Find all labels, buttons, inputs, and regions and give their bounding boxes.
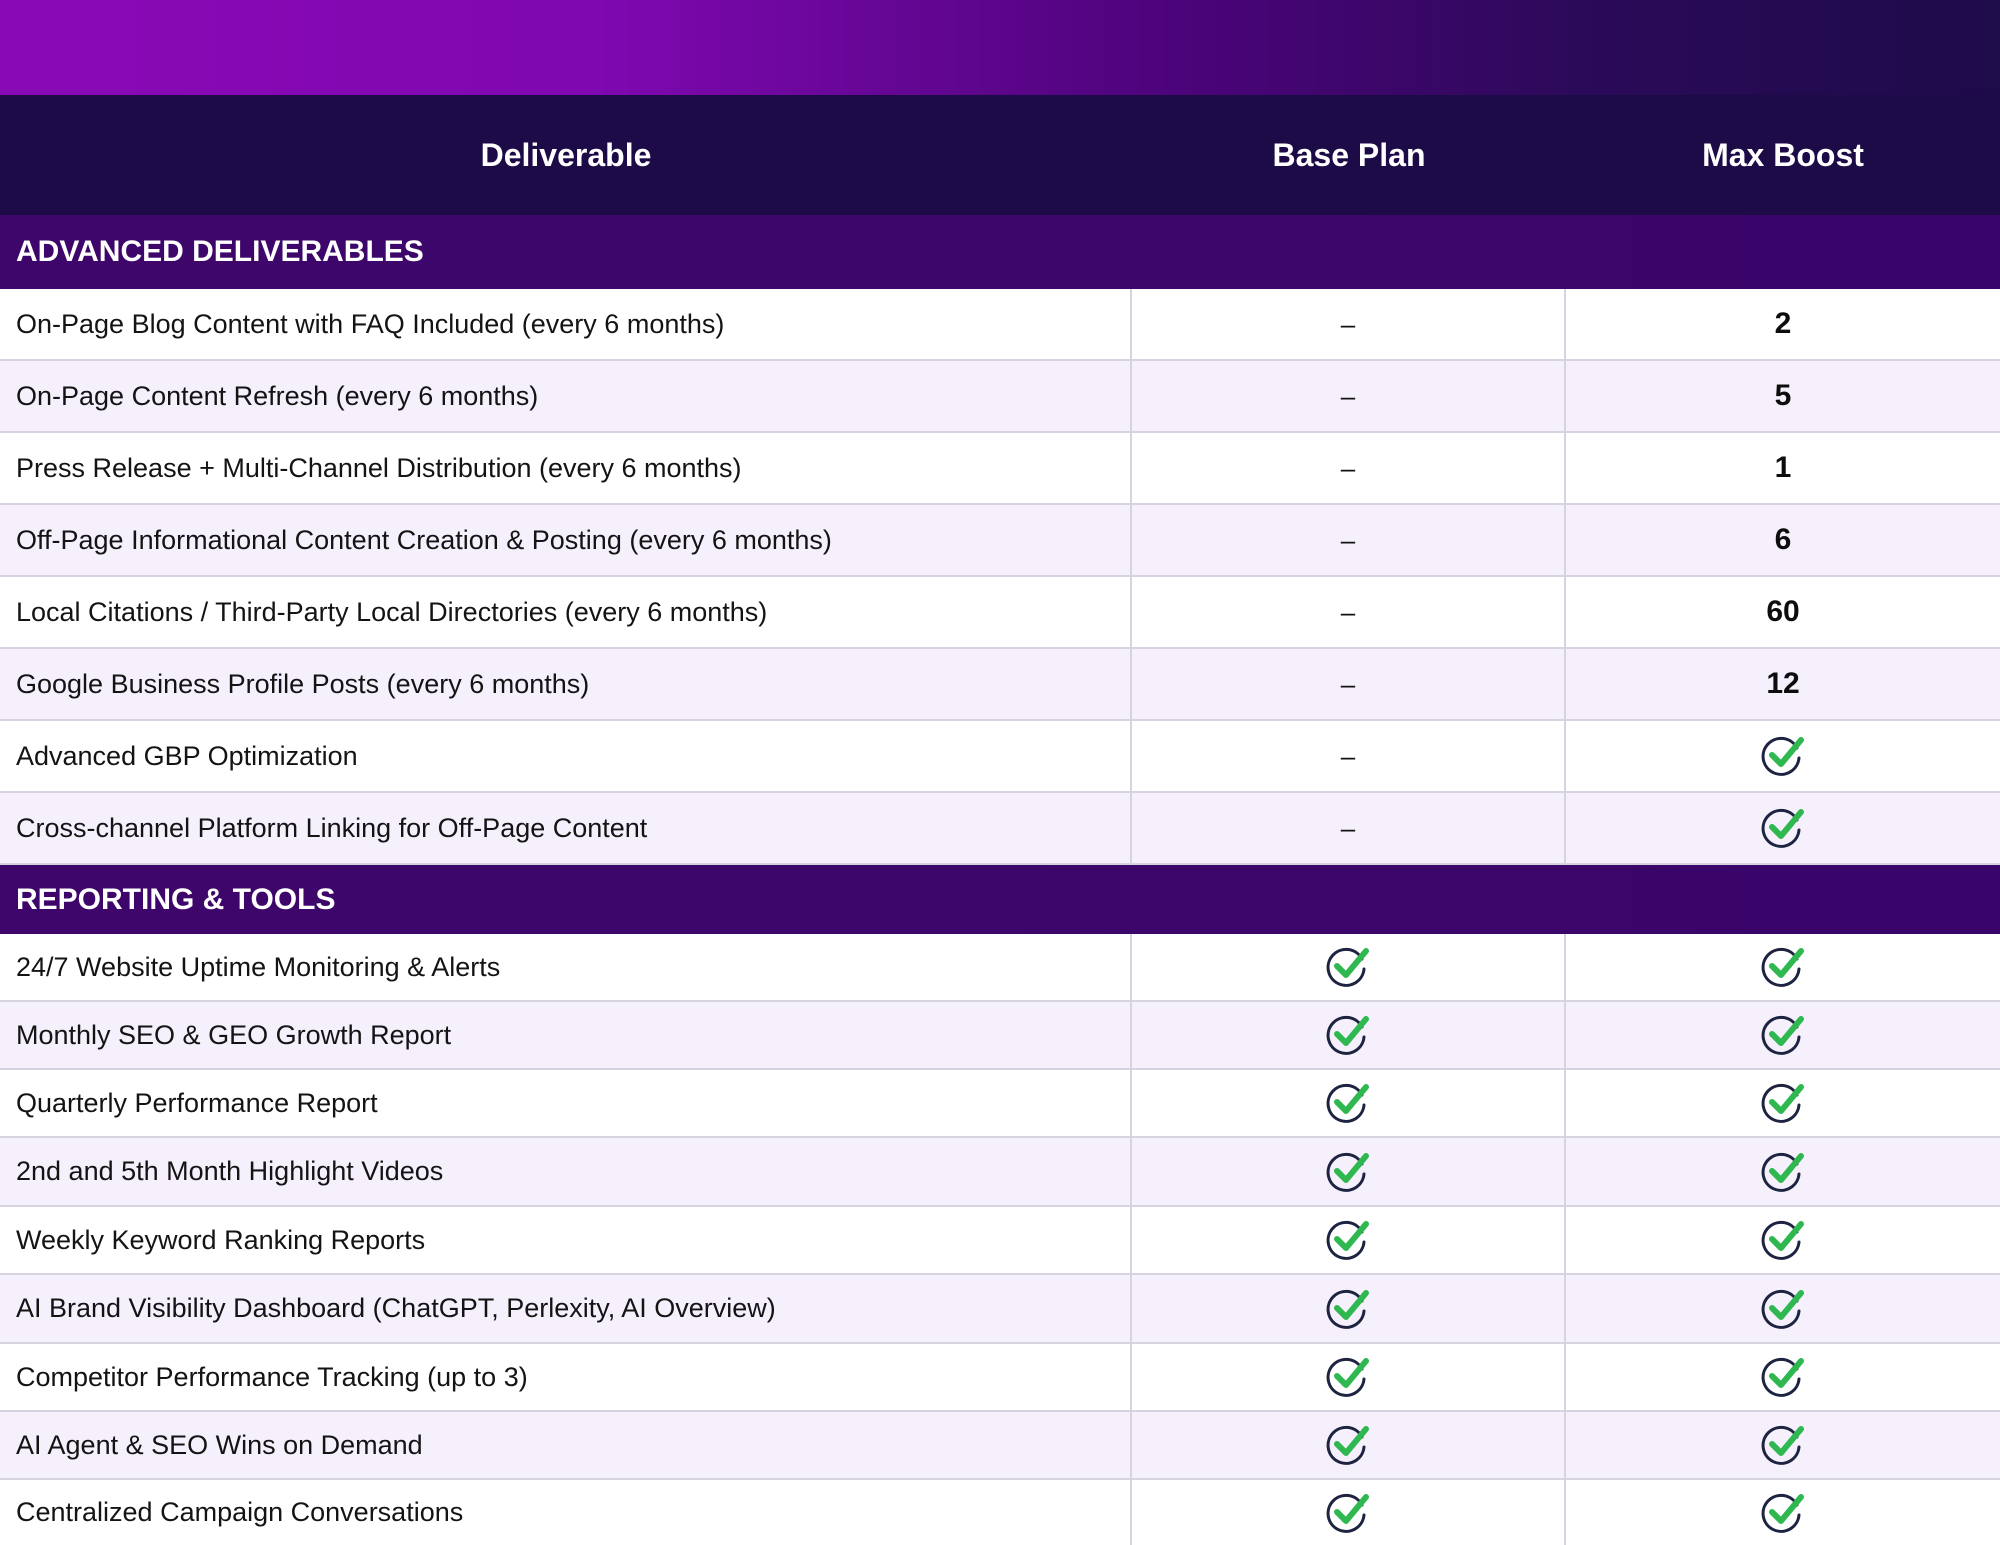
check-icon [1324, 1079, 1372, 1127]
check-icon [1324, 1285, 1372, 1333]
table-row [0, 1412, 2000, 1480]
max-boost-check [1566, 1480, 2000, 1545]
check-icon [1759, 1011, 1807, 1059]
base-plan-check [1132, 1070, 1566, 1136]
base-plan-check [1132, 1002, 1566, 1068]
header-base-plan: Base Plan [1272, 136, 1426, 173]
table-row [0, 505, 2000, 577]
row-label: AI Agent & SEO Wins on Demand [0, 1412, 1132, 1478]
row-label: On-Page Blog Content with FAQ Included (every 6 months) [0, 289, 1132, 359]
max-boost-check [1566, 721, 2000, 791]
table-row [0, 1275, 2000, 1344]
check-icon [1759, 1216, 1807, 1264]
check-icon [1324, 1421, 1372, 1469]
row-label: Centralized Campaign Conversations [0, 1480, 1132, 1545]
table-row [0, 649, 2000, 721]
row-label: On-Page Content Refresh (every 6 months) [0, 361, 1132, 431]
row-label: Local Citations / Third-Party Local Directories (every 6 months) [0, 577, 1132, 647]
base-plan-value: – [1132, 649, 1566, 719]
row-label: Quarterly Performance Report [0, 1070, 1132, 1136]
max-boost-check [1566, 1207, 2000, 1273]
max-boost-check [1566, 1138, 2000, 1205]
max-boost-check [1566, 934, 2000, 1000]
header-deliverable: Deliverable [480, 136, 652, 173]
check-icon [1759, 1285, 1807, 1333]
header-max-boost: Max Boost [1702, 136, 1864, 173]
max-boost-check [1566, 1275, 2000, 1342]
row-label: Monthly SEO & GEO Growth Report [0, 1002, 1132, 1068]
max-boost-value: 2 [1774, 307, 1792, 340]
base-plan-value: – [1132, 577, 1566, 647]
table-row [0, 433, 2000, 505]
table-row [0, 1480, 2000, 1545]
max-boost-check [1566, 1412, 2000, 1478]
table-row [0, 361, 2000, 433]
table-row [0, 289, 2000, 361]
check-icon [1759, 1421, 1807, 1469]
base-plan-check [1132, 1207, 1566, 1273]
base-plan-value: – [1132, 721, 1566, 791]
check-icon [1324, 1148, 1372, 1196]
check-icon [1759, 1148, 1807, 1196]
max-boost-check [1566, 1002, 2000, 1068]
max-boost-value: 6 [1774, 523, 1792, 556]
check-icon [1759, 804, 1807, 852]
base-plan-value: – [1132, 289, 1566, 359]
table-row [0, 1207, 2000, 1275]
table-row [0, 793, 2000, 865]
check-icon [1759, 1079, 1807, 1127]
base-plan-check [1132, 1138, 1566, 1205]
row-label: Google Business Profile Posts (every 6 months) [0, 649, 1132, 719]
check-icon [1324, 943, 1372, 991]
check-icon [1759, 1353, 1807, 1401]
base-plan-value: – [1132, 505, 1566, 575]
table-row [0, 1344, 2000, 1412]
row-label: Weekly Keyword Ranking Reports [0, 1207, 1132, 1273]
row-label: AI Brand Visibility Dashboard (ChatGPT, Perlexity, AI Overview) [0, 1275, 1132, 1342]
base-plan-value: – [1132, 793, 1566, 863]
max-boost-check [1566, 1344, 2000, 1410]
base-plan-value: – [1132, 361, 1566, 431]
base-plan-value: – [1132, 433, 1566, 503]
top-banner [0, 0, 2000, 95]
check-icon [1759, 1489, 1807, 1537]
row-label: Competitor Performance Tracking (up to 3) [0, 1344, 1132, 1410]
base-plan-check [1132, 1275, 1566, 1342]
table-row [0, 934, 2000, 1002]
max-boost-check [1566, 793, 2000, 863]
max-boost-value: 5 [1774, 379, 1792, 412]
check-icon [1324, 1489, 1372, 1537]
check-icon [1324, 1011, 1372, 1059]
row-label: Advanced GBP Optimization [0, 721, 1132, 791]
base-plan-check [1132, 1480, 1566, 1545]
base-plan-check [1132, 934, 1566, 1000]
max-boost-value: 1 [1774, 451, 1792, 484]
check-icon [1324, 1353, 1372, 1401]
check-icon [1759, 732, 1807, 780]
base-plan-check [1132, 1412, 1566, 1478]
table-row [0, 1138, 2000, 1207]
check-icon [1759, 943, 1807, 991]
base-plan-check [1132, 1344, 1566, 1410]
max-boost-value: 12 [1766, 667, 1800, 700]
row-label: Off-Page Informational Content Creation & Posting (every 6 months) [0, 505, 1132, 575]
row-label: 2nd and 5th Month Highlight Videos [0, 1138, 1132, 1205]
max-boost-value: 60 [1766, 595, 1800, 628]
table-row [0, 721, 2000, 793]
check-icon [1324, 1216, 1372, 1264]
row-label: 24/7 Website Uptime Monitoring & Alerts [0, 934, 1132, 1000]
table-row [0, 1002, 2000, 1070]
row-label: Cross-channel Platform Linking for Off-Page Content [0, 793, 1132, 863]
table-row [0, 1070, 2000, 1138]
table-row [0, 577, 2000, 649]
max-boost-check [1566, 1070, 2000, 1136]
section-advanced-deliverables: ADVANCED DELIVERABLES [0, 215, 2000, 289]
row-label: Press Release + Multi-Channel Distribution (every 6 months) [0, 433, 1132, 503]
section-reporting-tools: REPORTING & TOOLS [0, 865, 2000, 934]
table-header [0, 95, 2000, 215]
